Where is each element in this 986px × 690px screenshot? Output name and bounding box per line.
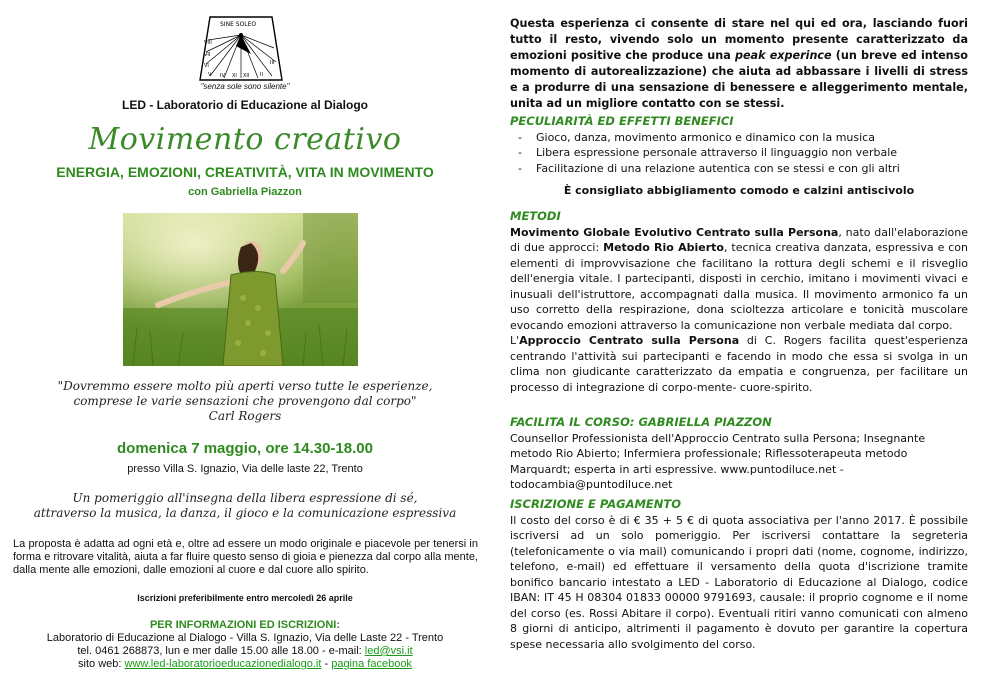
registration-section xyxy=(510,497,968,652)
methods-text: , nato dall'elaborazione di due approcci: xyxy=(510,225,968,254)
methods-section xyxy=(510,209,968,395)
event-date: domenica 7 maggio, ore 14.30-18.00 xyxy=(117,440,373,457)
quote-author: Carl Rogers xyxy=(208,409,282,423)
benefits-section xyxy=(510,114,968,199)
info-heading: PER INFORMAZIONI ED ISCRIZIONI: xyxy=(149,619,341,631)
facilitator-bio: Counsellor Professionista dell'Approccio Centrato sulla Persona; Insegnante metodo Rio Abierto; Infermiera professionale; Riflessoterapeuta metodo Marquardt; esperta in arti espressive. www.puntodiluce.net - todocambia@puntodiluce.net xyxy=(510,431,926,491)
numeral: IV xyxy=(220,73,225,79)
list-item: - Gioco, danza, movimento armonico e dinamico con la musica xyxy=(510,130,968,146)
description-line: attraverso la musica, la danza, il gioco e la comunicazione espressiva xyxy=(33,506,457,520)
numeral: VI xyxy=(204,63,209,69)
event-venue: presso Villa S. Ignazio, Via delle laste 22, Trento xyxy=(127,463,363,475)
numeral: III xyxy=(270,60,275,66)
event-title: Movimento creativo xyxy=(88,122,402,157)
right-column xyxy=(510,0,970,690)
intro-paragraph: La proposta è adatta ad ogni età e, oltre ad essere un modo originale e piacevole per tenersi in forma e ritrovare vitalità, aiuta a far fluire questo senso di gioia e pienezza dal corpo alla mente, dalla mente alle emozioni, dalle emozioni al cuore e dal cuore allo spirito. xyxy=(13,538,478,576)
website-link[interactable]: www.led-laboratorioeducazionedialogo.it xyxy=(124,658,322,670)
website-prefix: sito web: xyxy=(78,658,125,670)
method-name: Approccio Centrato sulla Persona xyxy=(519,334,740,347)
numeral: VII xyxy=(204,52,211,58)
numeral: XI xyxy=(232,73,237,79)
numeral: VIII xyxy=(204,40,212,46)
rogers-paragraph xyxy=(510,333,968,395)
numeral: V xyxy=(208,72,212,78)
facebook-link[interactable]: pagina facebook xyxy=(331,658,412,670)
carl-rogers-quote xyxy=(0,379,490,424)
clothing-note: È consigliato abbigliamento comodo e calzini antiscivolo xyxy=(563,184,915,197)
quote-line: "Dovremmo essere molto più aperti verso tutte le esperienze, xyxy=(57,379,433,393)
link-separator: - xyxy=(321,658,332,670)
methods-text: , tecnica creativa danzata, espressiva e con elementi di improvvisazione che facilitano la rottura degli schemi e il risveglio dell'energia vitale. I partecipanti, disposti in cerchio, imitano i movimenti vivaci e inusuali dell'istruttore, accompagnati dalla musica. Il movimento armonico fa un uso corretto della respirazione, dona scioltezza articolare e tonicità muscolare evocando emozioni attraverso la comunicazione non verbale mediata dal corpo. xyxy=(510,241,969,332)
list-item: - Facilitazione di una relazione autentica con se stessi e con gli altri xyxy=(510,161,968,177)
benefits-heading: PECULIARITÀ ED EFFETTI BENEFICI xyxy=(510,114,734,128)
logo-motto: SINE SOLEO xyxy=(220,21,257,28)
registration-deadline: Iscrizioni preferibilmente entro mercoledì 26 aprile xyxy=(137,593,353,603)
website-line xyxy=(0,658,490,671)
experience-intro xyxy=(510,16,968,112)
facilitator-heading: FACILITA IL CORSO: GABRIELLA PIAZZON xyxy=(510,415,772,429)
methods-text: di C. Rogers facilita quest'esperienza centrando l'attività sui partecipanti e facendo in modo che essa si svolga in un clima non giudicante caratterizzato da empatia e congruenza, per facilitare un processo di integrazione di corpo-mente- cuore-spirito. xyxy=(510,334,968,394)
quote-line: comprese le varie sensazioni che provengono dal corpo" xyxy=(73,394,417,408)
sundial-logo xyxy=(196,14,286,86)
afternoon-description xyxy=(0,491,490,521)
facilitator-section xyxy=(510,415,968,493)
left-column xyxy=(0,0,490,690)
address-line: Laboratorio di Educazione al Dialogo - Villa S. Ignazio, Via delle Laste 22 - Trento xyxy=(46,632,444,644)
methods-heading: METODI xyxy=(510,209,561,223)
list-item: - Libera espressione personale attraverso il linguaggio non verbale xyxy=(510,145,968,161)
methods-text: L' xyxy=(510,334,520,347)
methods-paragraph xyxy=(510,225,968,334)
email-link[interactable]: led@vsi.it xyxy=(364,645,413,657)
benefits-list xyxy=(510,130,968,177)
peak-experience-term: peak experince xyxy=(734,49,832,62)
registration-heading: ISCRIZIONE E PAGAMENTO xyxy=(510,497,682,511)
numeral: XII xyxy=(243,73,250,79)
logo-tagline: "senza sole sono silente" xyxy=(200,82,290,91)
phone-email-line xyxy=(0,645,490,658)
registration-text: Il costo del corso è di € 35 + 5 € di quota associativa per l'anno 2017. È possibile iscriversi ad un solo pomeriggio. Per iscriversi contattare la segreteria (telefonicamente o via mail) comunicando i propri dati (nome, cognome, indirizzo, telefono, e-mail) ed effettuare il versamento della quota d'iscrizione tramite bonifico bancario intestato a LED - Laboratorio di Educazione al Dialogo, codice IBAN: IT 45 H 08304 01833 00000 9791693, causale: il proprio cognome e il nome del corso (es. Rossi Abitare il corpo). Eventuali ritiri vanno comunicati con almeno 8 giorni di anticipo, altrimenti il pagamento è dovuto per garantire la copertura spese necessaria allo svolgimento del corso. xyxy=(510,513,968,651)
method-name: Movimento Globale Evolutivo Centrato sulla Persona xyxy=(510,225,839,239)
event-subtitle: ENERGIA, EMOZIONI, CREATIVITÀ, VITA IN MOVIMENTO xyxy=(56,164,434,180)
organization-title: LED - Laboratorio di Educazione al Dialogo xyxy=(121,98,369,112)
description-line: Un pomeriggio all'insegna della libera espressione di sé, xyxy=(72,491,418,505)
phone-text: tel. 0461 268873, lun e mer dalle 15.00 alle 18.00 - e-mail: xyxy=(77,645,365,657)
method-name: Metodo Rio Abierto xyxy=(603,241,724,254)
intro-text: Questa esperienza ci consente di stare nel qui ed ora, lasciando fuori tutto il resto, vivendo solo un momento presente caratterizzato da emozioni positive che produce una xyxy=(510,17,968,62)
facilitator-line: con Gabriella Piazzon xyxy=(188,186,302,198)
contact-info xyxy=(0,632,490,671)
woman-in-meadow-photo xyxy=(123,213,358,366)
intro-text: (un breve ed intenso momento di autorealizzazione) che aiuta ad abbassare i livelli di stress e a produrre di una sensazione di benessere e alleggerimento mentale, unita ad un migliore contatto con se stessi. xyxy=(510,49,968,110)
numeral: II xyxy=(260,72,263,78)
